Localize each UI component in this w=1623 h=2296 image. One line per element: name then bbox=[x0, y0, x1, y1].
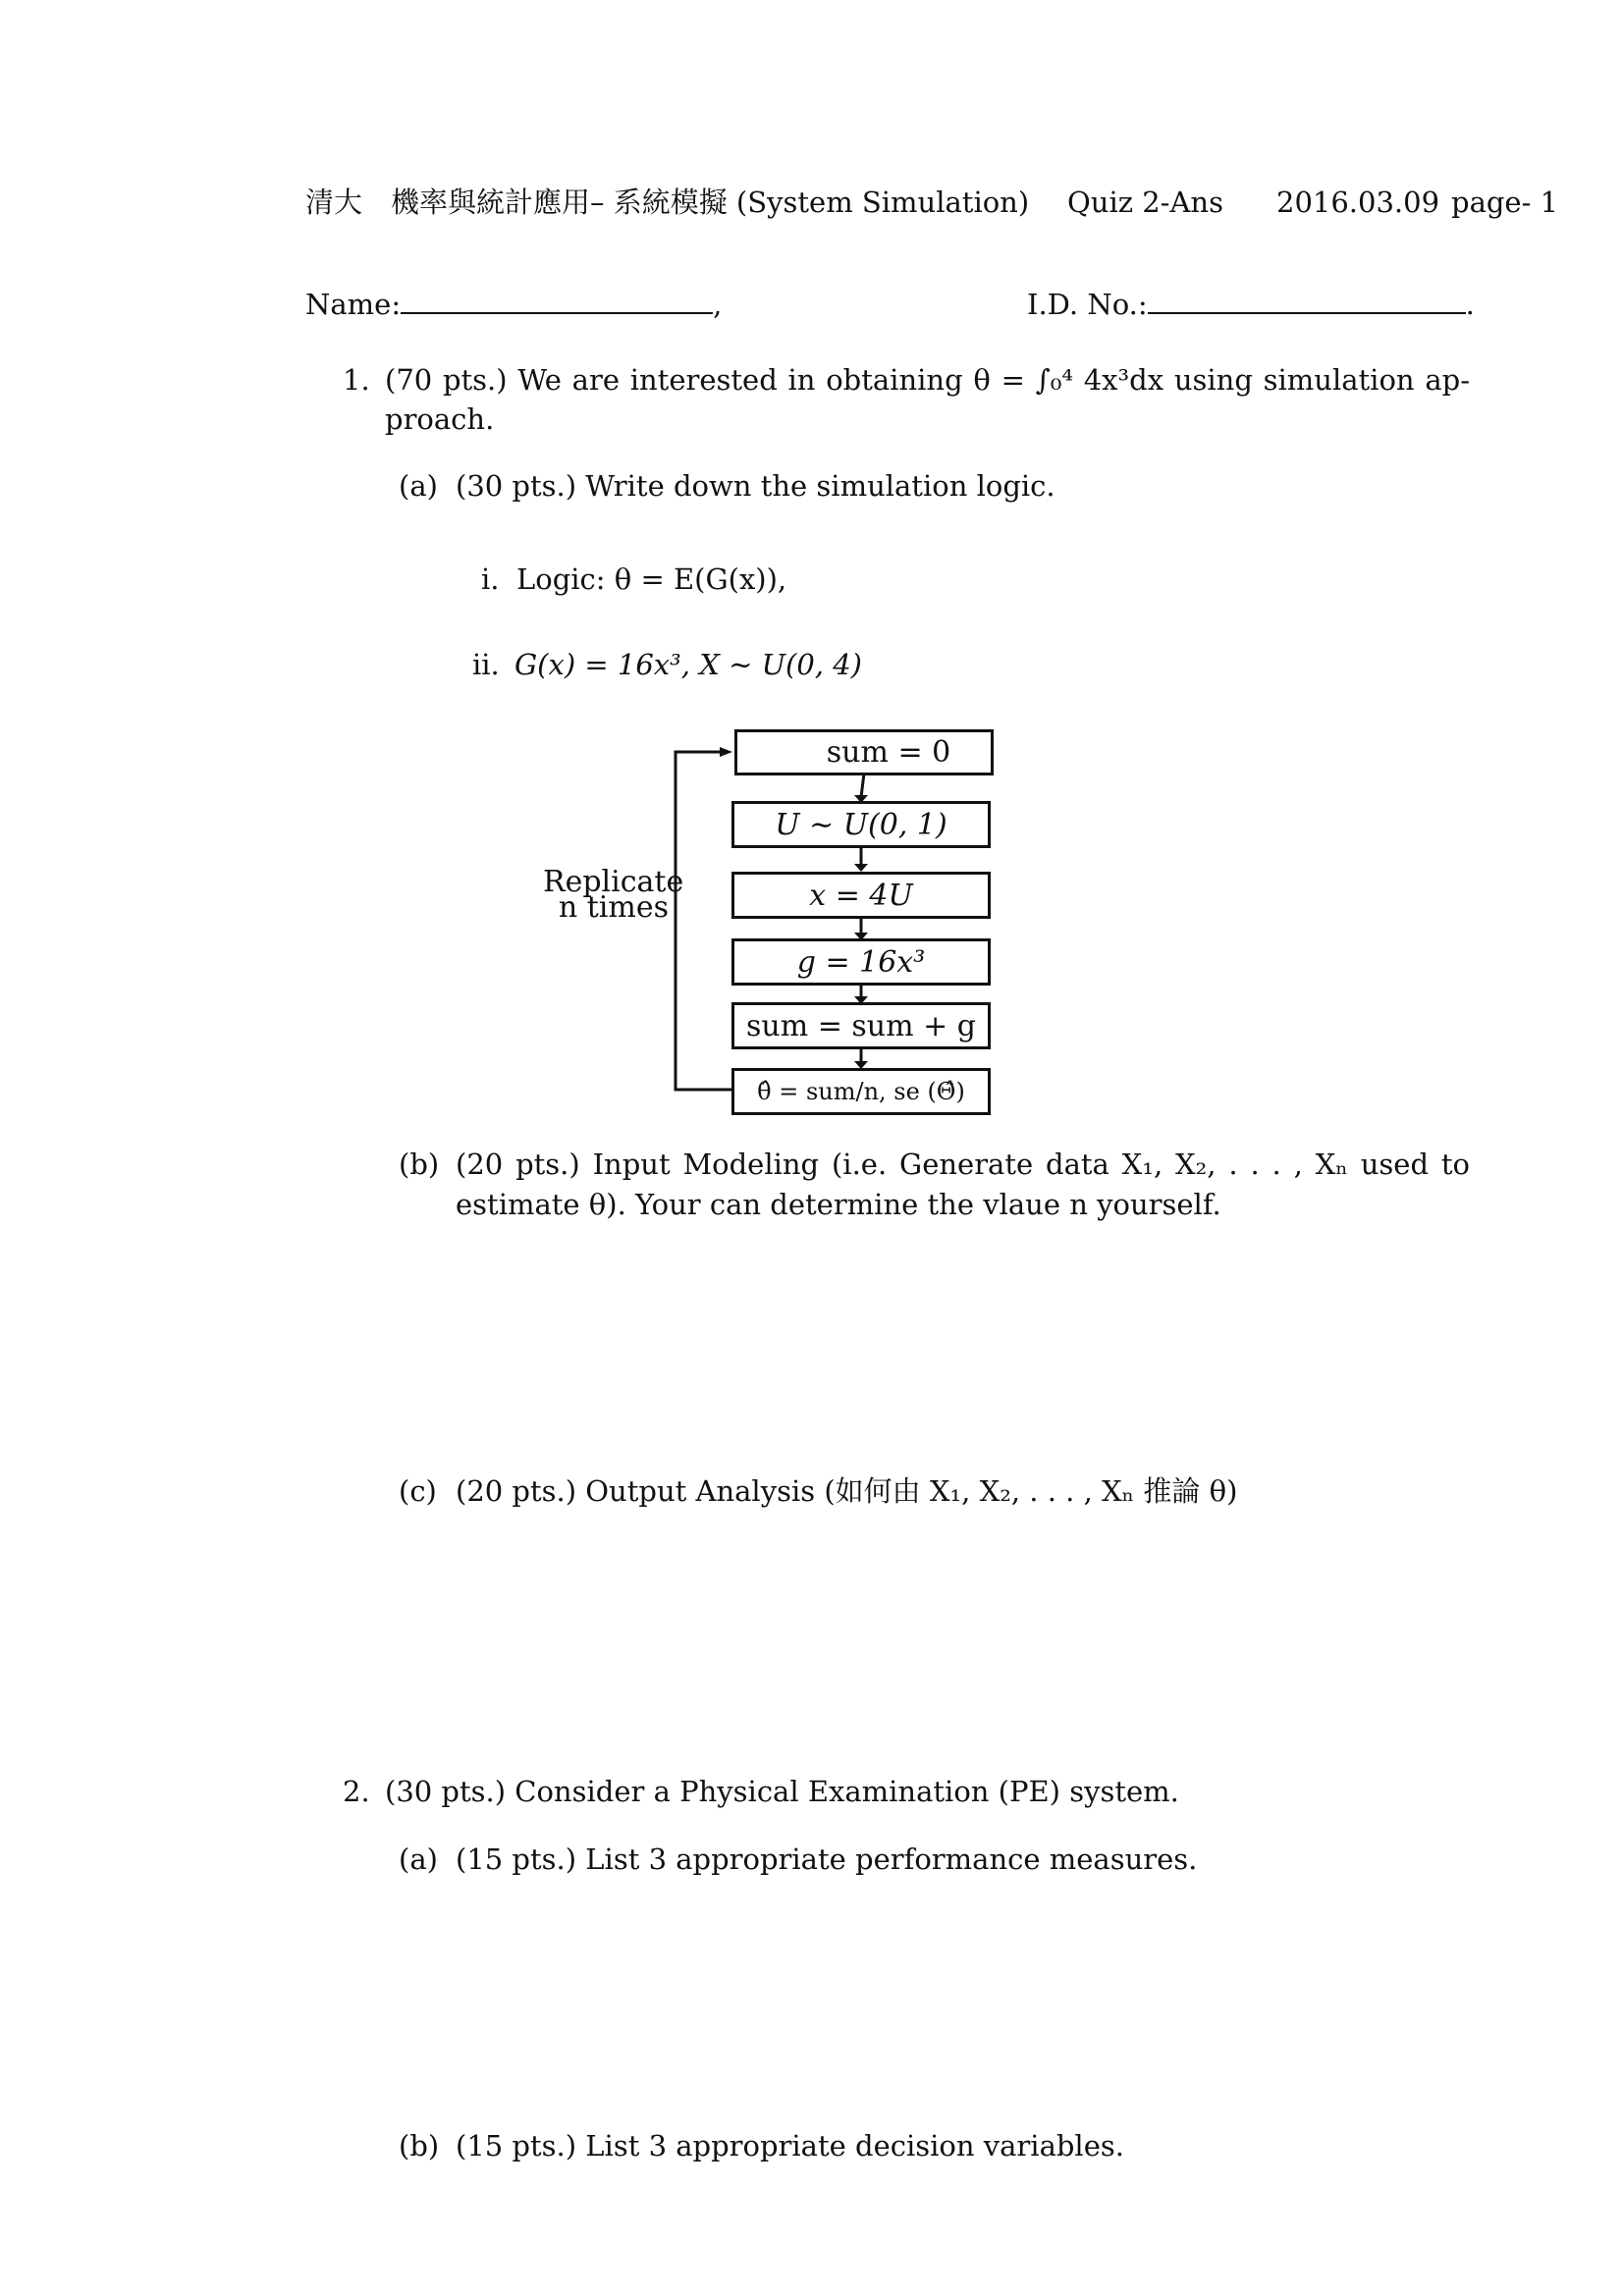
q1b-line1: (20 pts.) Input Modeling (i.e. Generate data X₁, X₂, . . . , Xₙ used to bbox=[456, 1148, 1470, 1181]
q1-number: 1. bbox=[343, 363, 370, 397]
q2a-text: (15 pts.) List 3 appropriate performance measures. bbox=[456, 1842, 1198, 1876]
q1a-text: (30 pts.) Write down the simulation logic. bbox=[456, 469, 1055, 503]
flow-step-uniform: U ∼ U(0, 1) bbox=[731, 801, 991, 848]
q1b-label: (b) bbox=[399, 1148, 440, 1181]
id-label: I.D. No.: bbox=[1027, 288, 1148, 321]
loop-label-1: Replicate bbox=[543, 865, 684, 899]
name-end: , bbox=[713, 288, 723, 321]
q1a-label: (a) bbox=[399, 469, 438, 503]
q2-number: 2. bbox=[343, 1775, 370, 1808]
id-end: . bbox=[1465, 288, 1475, 321]
header-quiz: Quiz 2-Ans bbox=[1067, 186, 1223, 219]
q1-line2: proach. bbox=[385, 402, 495, 436]
q1b-line2: estimate θ). Your can determine the vlaue n yourself. bbox=[456, 1188, 1221, 1221]
q1a-ii-label: ii. bbox=[472, 648, 500, 681]
q1a-i-text: Logic: θ = E(G(x)), bbox=[516, 562, 787, 596]
flow-step-accumulate: sum = sum + g bbox=[731, 1002, 991, 1049]
q1-line1: (70 pts.) We are interested in obtaining θ = ∫₀⁴ 4x³dx using simulation ap- bbox=[385, 363, 1470, 397]
flow-step-transform: x = 4U bbox=[731, 872, 991, 919]
header-date: 2016.03.09 bbox=[1276, 186, 1440, 219]
q1c-text: (20 pts.) Output Analysis (如何由 X₁, X₂, . . . , Xₙ 推論 θ) bbox=[456, 1474, 1238, 1508]
q2b-label: (b) bbox=[399, 2129, 440, 2163]
q2a-label: (a) bbox=[399, 1842, 438, 1876]
header-title: 清大 機率與統計應用– 系統模擬 (System Simulation) bbox=[305, 186, 1030, 219]
q1a-i-label: i. bbox=[481, 562, 500, 596]
q2b-text: (15 pts.) List 3 appropriate decision variables. bbox=[456, 2129, 1124, 2163]
q1a-ii-text: G(x) = 16x³, X ∼ U(0, 4) bbox=[514, 648, 862, 681]
flow-step-init: sum = 0 bbox=[734, 729, 994, 775]
name-label: Name: bbox=[305, 288, 402, 321]
header-page: page- 1 bbox=[1451, 186, 1559, 219]
flow-step-g: g = 16x³ bbox=[731, 938, 991, 986]
q1c-label: (c) bbox=[399, 1474, 437, 1508]
loop-label-2: n times bbox=[558, 890, 669, 925]
flow-step-estimate: θ̂ = sum/n, se (Θ̂) bbox=[731, 1068, 991, 1115]
q2-text: (30 pts.) Consider a Physical Examination (PE) system. bbox=[385, 1775, 1179, 1808]
